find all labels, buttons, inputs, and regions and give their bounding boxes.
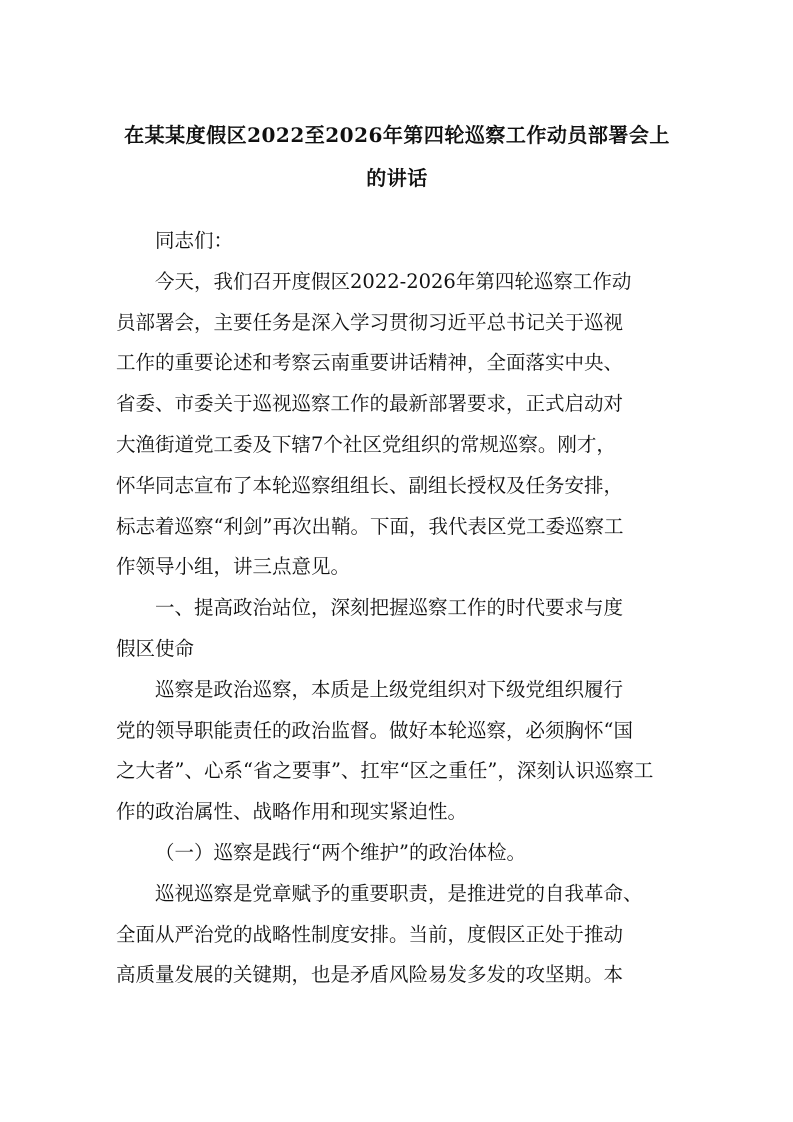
body-line: 今天，我们召开度假区2022-2026年第四轮巡察工作动 — [155, 269, 632, 293]
section-heading-1: 一、提高政治站位，深刻把握巡察工作的时代要求与度 — [155, 596, 624, 620]
body-line: 巡察是政治巡察，本质是上级党组织对下级党组织履行 — [155, 677, 624, 701]
title-line-2: 的讲话 — [366, 166, 428, 190]
body-line: 作领导小组，讲三点意见。 — [116, 555, 351, 579]
body-line: 省委、市委关于巡视巡察工作的最新部署要求，正式启动对 — [116, 392, 624, 416]
section-heading-1-cont: 假区使命 — [116, 636, 195, 660]
body-line: 全面从严治党的战略性制度安排。当前，度假区正处于推动 — [116, 922, 624, 946]
document-title — [116, 114, 678, 200]
subsection-heading-1: （一）巡察是践行“两个维护”的政治体检。 — [155, 840, 526, 864]
body-line: 高质量发展的关键期，也是矛盾风险易发多发的攻坚期。本 — [116, 963, 624, 987]
body-line: 大渔街道党工委及下辖7个社区党组织的常规巡察。刚才， — [116, 432, 616, 456]
body-line: 巡视巡察是党章赋予的重要职责，是推进党的自我革命、 — [155, 881, 643, 905]
document-body — [116, 221, 676, 996]
body-line: 党的领导职能责任的政治监督。做好本轮巡察，必须胸怀“国 — [116, 718, 633, 742]
salutation: 同志们： — [155, 229, 234, 252]
body-line: 怀华同志宣布了本轮巡察组组长、副组长授权及任务安排， — [116, 473, 624, 497]
body-line: 作的政治属性、战略作用和现实紧迫性。 — [116, 800, 468, 824]
body-line: 之大者”、心系“省之要事”、扛牢“区之重任”，深刻认识巡察工 — [116, 759, 654, 783]
body-line: 标志着巡察“利剑”再次出鞘。下面，我代表区党工委巡察工 — [116, 514, 624, 538]
body-line: 员部署会，主要任务是深入学习贯彻习近平总书记关于巡视 — [116, 310, 624, 334]
body-line: 工作的重要论述和考察云南重要讲话精神，全面落实中央、 — [116, 351, 624, 375]
title-line-1: 在某某度假区2022至2026年第四轮巡察工作动员部署会上 — [124, 123, 670, 147]
